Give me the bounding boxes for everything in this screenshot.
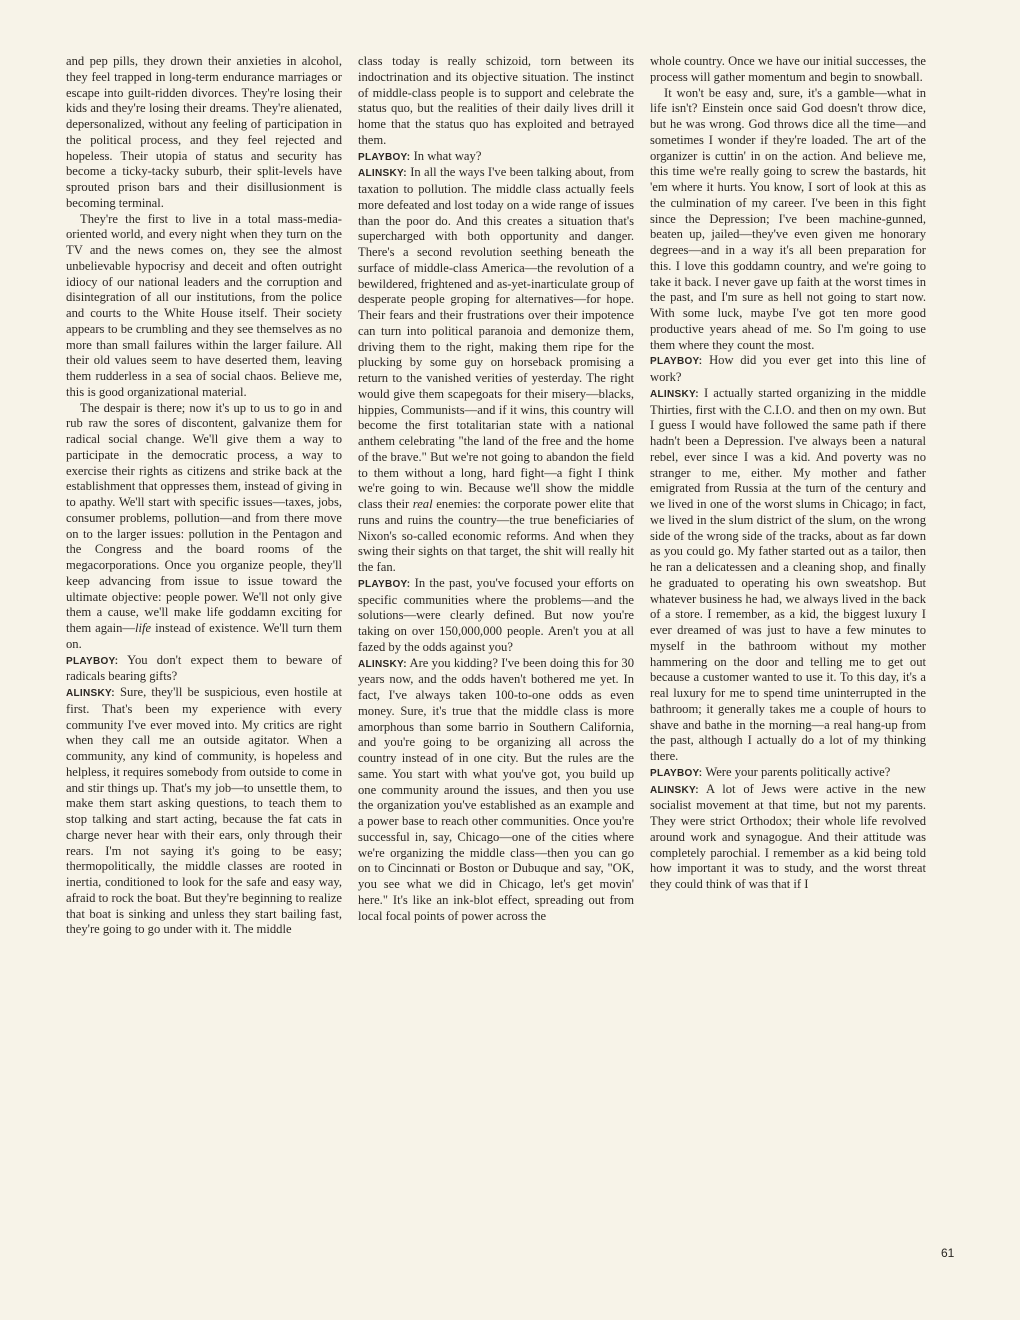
speaker-label-alinsky: ALINSKY: (650, 388, 699, 400)
paragraph: and pep pills, they drown their anxieties in alcohol, they feel trapped in long-term endurance marriages or escape into guilt-ridden divorces. They're losing their kids and they're losing their dreams. They're alienated, depersonalized, without any feeling of participation in the political process, and they feel rejected and hopeless. Their utopia of status and security has become a ticky-tacky suburb, their split-levels have sprouted prison bars and their disillusionment is becoming terminal. (66, 54, 342, 210)
playboy-question: PLAYBOY: How did you ever get into this line of work? (650, 353, 926, 384)
text-column-1 (66, 54, 342, 938)
paragraph: class today is really schizoid, torn between its indoctrination and its objective situation. The instinct of middle-class people is to support and celebrate the status quo, but the realities of their daily lives drill it home that the status quo has exploited and betrayed them. (358, 54, 634, 147)
alinsky-answer: ALINSKY: Are you kidding? I've been doing this for 30 years now, and the odds haven't bothered me yet. In fact, I've always taken 100-to-one odds as even money. Sure, it's true that the middle class is more amorphous than some barrio in Southern California, and you're going to be organizing all across the country instead of in one city. But the rules are the same. You start with what you've got, you build up one community around the issues, and then you use the organization you've established as an example and a power base to reach other communities. Once you're successful in, say, Chicago—one of the cities where we're organizing the middle class—then you can go on to Cincinnati or Boston or Dubuque and say, "OK, you see what we did in Chicago, let's get movin' here." It's like an ink-blot effect, spreading out from local focal points of power across the (358, 655, 634, 923)
speaker-label-alinsky: ALINSKY: (66, 688, 115, 699)
alinsky-answer: ALINSKY: I actually started organizing in the middle Thirties, first with the C.I.O. and then on my own. But I guess I would have followed the same path if there hadn't been a Depression. I've always been a natural rebel, ever since I was a kid. And poverty was no stranger to me, either. My mother and father emigrated from Russia at the turn of the century and we lived in one of the worst slums in Chicago; in fact, we lived in the slum district of the slum, on the wrong side of the wrong side of the tracks, about as far down as you could go. My father started out as a tailor, then he ran a delicatessen and a cleaning shop, and finally he graduated to operating his own sweatshop. But whatever business he had, we always lived in the back of a store. I remember, as a kid, the biggest luxury I ever dreamed of was just to have a few minutes to myself in the bathroom without my mother hammering on the door and telling me to get out because a customer wanted to use it. To this day, it's a real luxury for me to spend time uninterrupted in the bathroom; it generally takes me a couple of hours to shave and bathe in the morning—a real hang-up from the past, although I actually do a lot of my thinking there. (650, 385, 926, 763)
alinsky-answer: ALINSKY: Sure, they'll be suspicious, even hostile at first. That's been my experience with every community I've ever moved into. My critics are right when they call me an outside agitator. When a community, any kind of community, is hopeless and helpless, it requires somebody from outside to come in and stir things up. That's my job—to unsettle them, to make them start asking questions, to teach them to stop talking and start acting, because the fat cats in charge never hear with their ears, only through their rears. I'm not saying it's going to be easy; thermopolitically, the middle classes are rooted in inertia, conditioned to look for the safe and easy way, afraid to rock the boat. But they're beginning to realize that boat is sinking and unless they start bailing fast, they're going to go under with it. The middle (66, 685, 342, 937)
paragraph: whole country. Once we have our initial successes, the process will gather momentum and begin to snowball. (650, 54, 926, 84)
paragraph: The despair is there; now it's up to us to go in and rub raw the sores of discontent, galvanize them for radical social change. We'll give them a way to participate in the democratic process, a way to exercise their rights as citizens and strike back at the establishment that oppresses them, instead of giving in to apathy. We'll start with specific issues—taxes, jobs, consumer problems, pollution—and from there move on to the larger issues: pollution in the Pentagon and the Congress and the board rooms of the megacorporations. Once you organize people, they'll keep advancing from issue to issue toward the ultimate objective: people power. We'll not only give them a cause, we'll make life goddamn exciting for them again—life instead of existence. We'll turn them on. (66, 400, 342, 651)
playboy-question: PLAYBOY: You don't expect them to beware of radicals bearing gifts? (66, 652, 342, 684)
speaker-label-playboy: PLAYBOY: (358, 151, 411, 163)
speaker-label-playboy: PLAYBOY: (358, 578, 411, 590)
page-number: 61 (941, 1246, 955, 1260)
speaker-label-playboy: PLAYBOY: (650, 356, 703, 368)
speaker-label-playboy: PLAYBOY: (650, 767, 703, 779)
alinsky-answer: ALINSKY: A lot of Jews were active in the new socialist movement at that time, but not my parents. They were strict Orthodox; their whole life revolved around work and synagogue. And their attitude was completely parochial. I remember as a kid being told how important it was to study, and the worst threat they could think of was that if I (650, 781, 926, 891)
speaker-label-alinsky: ALINSKY: (358, 658, 407, 670)
text-column-2 (358, 54, 634, 924)
text-column-3 (650, 54, 926, 893)
paragraph: It won't be easy and, sure, it's a gamble—what in life isn't? Einstein once said God doesn't throw dice, but he was wrong. God throws dice all the time—and sometimes I wonder if they're loaded. The art of the organizer is cuttin' in on the action. And believe me, this time we're really going to screw the bastards, hit 'em where it hurts. You know, I sort of look at this as the culmination of my career. I've been in this fight since the Depression; I've been machine-gunned, beaten up, jailed—they've even given me honorary degrees—and in a way it's all been preparation for this. I love this goddamn country, and we're going to take it back. I never gave up faith at the worst times in the past, and I'm sure as hell not going to start now. With some luck, maybe I've got ten more good productive years ahead of me. So I'm going to use them where they count the most. (650, 85, 926, 352)
playboy-question: PLAYBOY: In the past, you've focused your efforts on specific communities where the problems—and the solutions—were clearly defined. But now you're taking on over 150,000,000 people. Aren't you at all fazed by the odds against you? (358, 575, 634, 654)
speaker-label-alinsky: ALINSKY: (650, 784, 699, 796)
paragraph: They're the first to live in a total mass-media-oriented world, and every night when they turn on the TV and the news comes on, they see the almost unbelievable hypocrisy and deceit and often outright idiocy of our national leaders and the corruption and disintegration of all our institutions, from the police and courts to the White House itself. Their society appears to be crumbling and they see themselves as no more than small failures within the larger failure. All their old values seem to have deserted them, leaving them rudderless in a sea of social chaos. Believe me, this is good organizational material. (66, 211, 342, 399)
alinsky-answer: ALINSKY: In all the ways I've been talking about, from taxation to pollution. The middle class actually feels more defeated and lost today on a wide range of issues than the poor do. And this creates a situation that's supercharged with both opportunity and danger. There's a second revolution seething beneath the surface of middle-class America—the revolution of a bewildered, frightened and as-yet-inarticulate group of desperate people groping for alternatives—for hope. Their fears and their frustrations over their impotence can turn into political paranoia and demonize them, driving them to the right, making them ripe for the plucking by some guy on horseback promising a return to the vanished verities of yesterday. The right would give them scapegoats for their misery—blacks, hippies, Communists—and if it wins, this country will become the first totalitarian state with a national anthem celebrating "the land of the free and the home of the brave." But we're not going to abandon the field to them without a long, hard fight—a fight I think we're going to win. Because we'll show the middle class their real enemies: the corporate power elite that runs and ruins the country—the true beneficiaries of Nixon's so-called economic reforms. And when they swing their sights on that target, the shit will really hit the fan. (358, 165, 634, 574)
playboy-question: PLAYBOY: Were your parents politically active? (650, 764, 891, 779)
playboy-question: PLAYBOY: In what way? (358, 148, 482, 163)
speaker-label-alinsky: ALINSKY: (358, 168, 407, 180)
speaker-label-playboy: PLAYBOY: (66, 655, 119, 667)
